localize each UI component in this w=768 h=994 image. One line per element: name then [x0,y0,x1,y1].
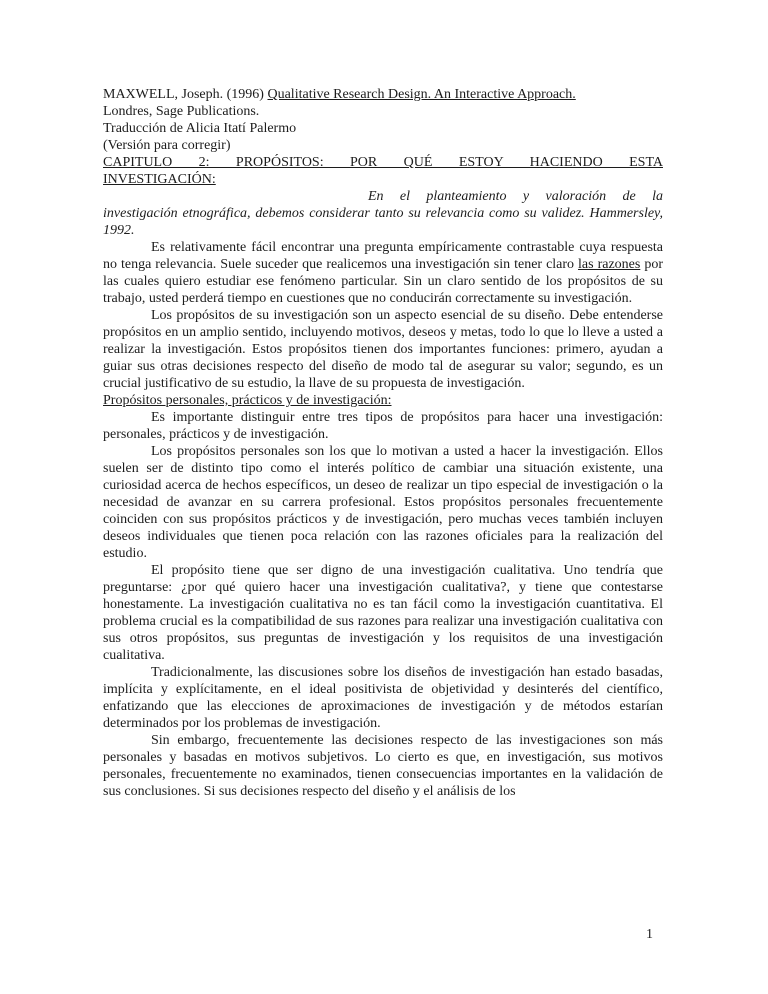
paragraph-2: Los propósitos de su investigación son un aspecto esencial de su diseño. Debe entenderse propósitos en un amplio sentido, incluyendo motivos, deseos y metas, todo lo que lo lleve a usted a realizar la investigación. Estos propósitos tienen dos importantes funciones: primero, ayudan a guiar sus otras decisiones respecto del diseño de modo tal de asegurar su valor; segundo, es un crucial justificativo de su estudio, la llave de su propuesta de investigación. [103,308,663,391]
section-heading: Propósitos personales, prácticos y de investigación: [103,393,392,408]
paragraph-1-part2: por las cuales quiero estudiar ese fenómeno particular. Sin un claro sentido de los propósitos de su trabajo, usted perderá tiempo en cuestiones que no conducirán correctamente su investigación. [103,257,663,306]
epigraph-quote: En el planteamiento y valoración de la investigación etnográfica, debemos considerar tanto su relevancia como su validez. Hammersley, 1992. [103,189,663,238]
publisher-line: Londres, Sage Publications. [103,104,260,119]
paragraph-4: Los propósitos personales son los que lo motivan a usted a hacer la investigación. Ellos suelen ser de distinto tipo como el interés político de cambiar una situación existente, una curiosidad acerca de hechos específicos, un deseo de realizar un tipo especial de investigación o la necesidad de avanzar en su carrera profesional. Estos propósitos personales frecuentemente coinciden con sus propósitos prácticos y de investigación, pero muchas veces también incluyen deseos individuales que tienen poca relación con las razones oficiales para la realización del estudio. [103,444,663,561]
citation-title: Qualitative Research Design. An Interactive Approach. [267,87,576,102]
page-content [103,86,663,800]
page-number: 1 [646,927,653,942]
paragraph-5: El propósito tiene que ser digno de una investigación cualitativa. Uno tendría que preguntarse: ¿por qué quiero hacer una investigación cualitativa?, y tiene que contestarse honestamente. La investigación cualitativa no es tan fácil como la investigación cuantitativa. El problema crucial es la compatibilidad de sus razones para realizar una investigación cualitativa con sus otros propósitos, sus preguntas de investigación y los requisitos de una investigación cualitativa. [103,563,663,663]
paragraph-7: Sin embargo, frecuentemente las decisiones respecto de las investigaciones son más personales y basadas en motivos subjetivos. Lo cierto es que, en investigación, sus motivos personales, frecuentemente no examinados, tienen consecuencias importantes en la validación de sus conclusiones. Si sus decisiones respecto del diseño y el análisis de los [103,733,663,799]
paragraph-6: Tradicionalmente, las discusiones sobre los diseños de investigación han estado basadas, implícita y explícitamente, en el ideal positivista de objetividad y desinterés del científico, enfatizando que las elecciones de aproximaciones de investigación y de métodos estarían determinados por los problemas de investigación. [103,665,663,731]
chapter-heading [103,154,663,188]
chapter-heading-line1: CAPITULO 2: PROPÓSITOS: POR QUÉ ESTOY HACIENDO ESTA [103,155,663,170]
citation-line [103,86,663,103]
citation-block [103,86,663,154]
paragraph-1-part1: Es relativamente fácil encontrar una pregunta empíricamente contrastable cuya respuesta no tenga relevancia. Suele suceder que realicemos una investigación sin tener claro [103,240,663,272]
paragraph-1 [103,239,663,307]
version-line: (Versión para corregir) [103,138,231,153]
chapter-heading-line2: INVESTIGACIÓN: [103,172,216,187]
citation-prefix: MAXWELL, Joseph. (1996) [103,87,268,102]
paragraph-3: Es importante distinguir entre tres tipos de propósitos para hacer una investigación: personales, prácticos y de investigación. [103,410,663,442]
paragraph-1-underlined: las razones [578,257,641,272]
translation-line: Traducción de Alicia Itatí Palermo [103,121,297,136]
